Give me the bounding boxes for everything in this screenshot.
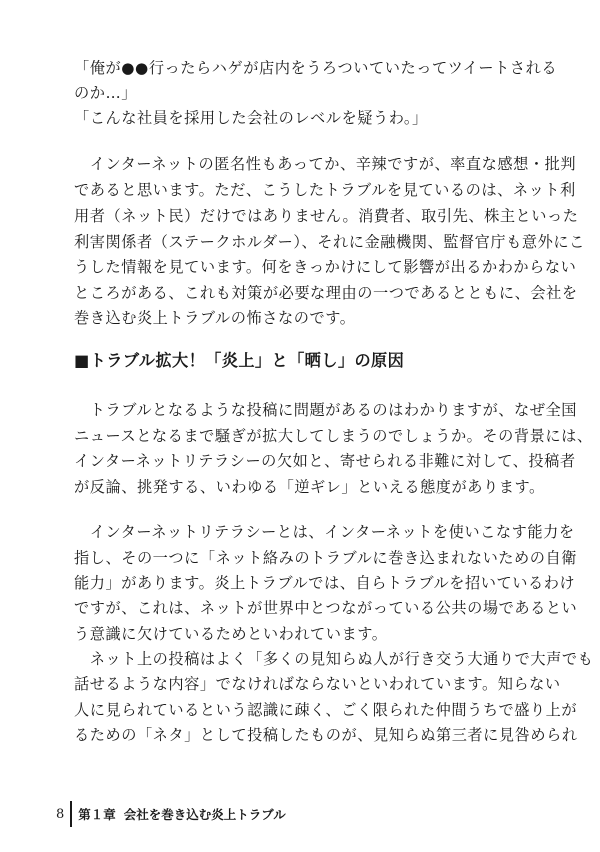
footer-divider: [70, 801, 72, 827]
chapter-title: 会社を巻き込む炎上トラブル: [123, 807, 286, 822]
body-line: 人に見られているという認識に疎く、ごく限られた仲間うちで盛り上が: [74, 701, 578, 719]
body-line: であると思います。ただ、こうしたトラブルを見ているのは、ネット利: [74, 181, 576, 199]
body-line: トラブルとなるような投稿に問題があるのはわかりますが、なぜ全国: [74, 401, 577, 419]
body-line: るための「ネタ」として投稿したものが、見知らぬ第三者に見咎められ: [74, 726, 578, 744]
body-line: インターネットリテラシーとは、インターネットを使いこなす能力を: [74, 523, 575, 541]
body-line: ネット上の投稿はよく「多くの見知らぬ人が行き交う大通りで大声でも: [74, 650, 594, 668]
body-line: 話せるような内容」でなければならないといわれています。知らない: [74, 675, 561, 693]
body-line: インターネットの匿名性もあってか、辛辣ですが、率直な感想・批判: [74, 155, 577, 173]
body-line: 利害関係者（ステークホルダー）、それに金融機関、監督官庁も意外にこ: [74, 233, 585, 251]
body-line: が反論、挑発する、いわゆる「逆ギレ」といえる態度があります。: [74, 478, 545, 496]
body-line: のか…」: [74, 84, 137, 102]
page-number: 8: [56, 806, 65, 822]
section-heading: ■トラブル拡大！「炎上」と「晒し」の原因: [74, 351, 405, 370]
body-line: 「こんな社員を採用した会社のレベルを疑うわ。」: [74, 109, 428, 127]
body-line: 能力」があります。炎上トラブルでは、自らトラブルを招いているわけ: [74, 574, 576, 592]
body-line: ニュースとなるまで騒ぎが拡大してしまうのでしょうか。その背景には、: [74, 427, 593, 445]
body-line: ですが、これは、ネットが世界中とつながっている公共の場であるとい: [74, 599, 578, 617]
page-footer: [56, 801, 286, 827]
body-line: 「俺が●●行ったらハゲが店内をうろついていたってツイートされる: [74, 59, 558, 77]
body-line: 用者（ネット民）だけではありません。消費者、取引先、株主といった: [74, 207, 579, 225]
body-line: 指し、その一つに「ネット絡みのトラブルに巻き込まれないための自衛: [74, 549, 577, 567]
body-line: 巻き込む炎上トラブルの怖さなのです。: [74, 309, 356, 327]
chapter-label: 第１章: [78, 807, 116, 822]
body-line: インターネットリテラシーの欠如と、寄せられる非難に対して、投稿者: [74, 452, 576, 470]
body-line: う意識に欠けているためといわれています。: [74, 625, 388, 643]
body-line: うした情報を見ています。何をきっかけにして影響が出るかわからない: [74, 258, 577, 276]
body-line: ところがある、これも対策が必要な理由の一つであるとともに、会社を: [74, 284, 578, 302]
